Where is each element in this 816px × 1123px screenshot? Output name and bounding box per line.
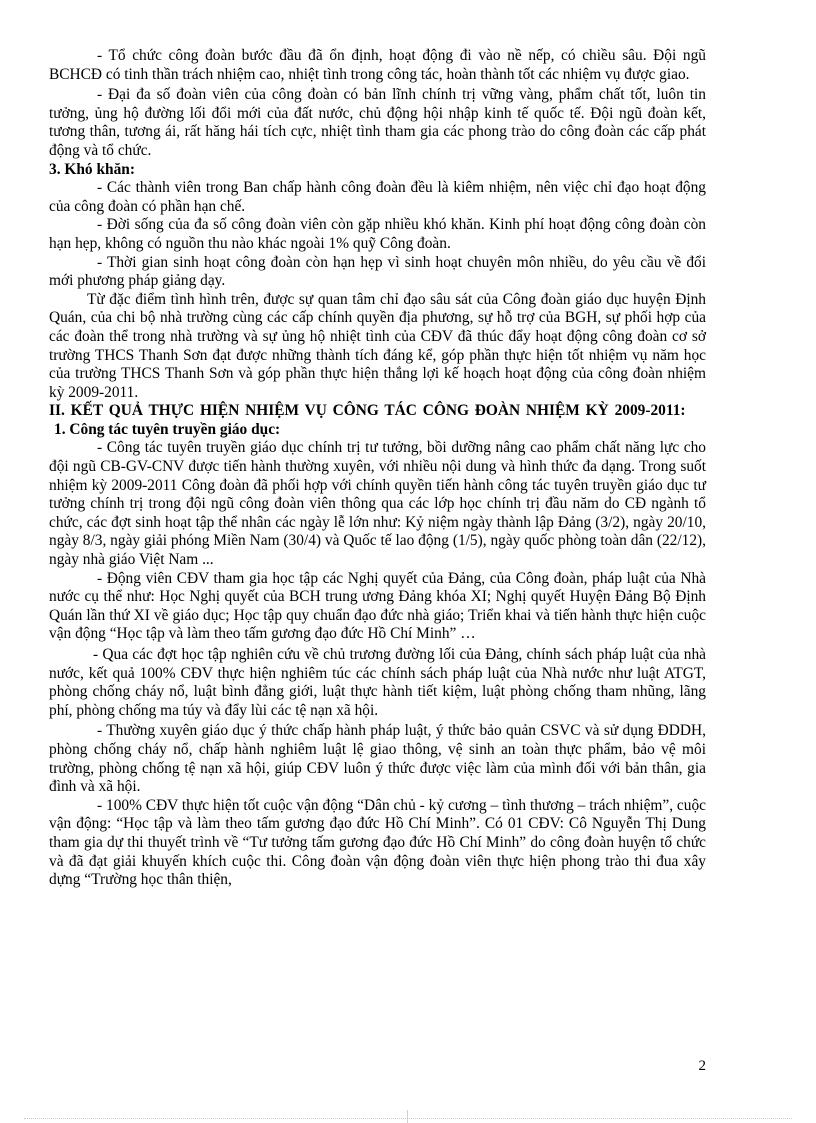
paragraph-difficulty-part-time: - Các thành viên trong Ban chấp hành công đoàn đều là kiêm nhiệm, nên việc chỉ đạo hoạt động của công đoàn có phần hạn chế. <box>49 179 706 215</box>
paragraph-law-awareness: - Thường xuyên giáo dục ý thức chấp hành pháp luật, ý thức bảo quản CSVC và sử dụng ĐDDH, phòng chống cháy nổ, chấp hành nghiêm luật lệ giao thông, vệ sinh an toàn thực phẩm, bảo vệ môi trường, phòng chống tệ nạn xã hội, giúp CĐV luôn ý thức được việc làm của mình đối với bản thân, gia đình và xã hội. <box>49 722 706 796</box>
paragraph-difficulty-time: - Thời gian sinh hoạt công đoàn còn hạn hẹp vì sinh hoạt chuyên môn nhiều, do yêu cầu về đổi mới phương pháp giảng dạy. <box>49 253 706 290</box>
heading-difficulties: 3. Khó khăn: <box>49 160 135 178</box>
heading-propaganda-education: 1. Công tác tuyên truyền giáo dục: <box>54 420 281 438</box>
paragraph-difficulty-funding: - Đời sống của đa số công đoàn viên còn gặp nhiều khó khăn. Kinh phí hoạt động công đoàn còn hạn hẹp, không có nguồn thu nào khác ngoài 1% quỹ Công đoàn. <box>49 216 706 252</box>
paragraph-study-resolutions: - Động viên CĐV tham gia học tập các Nghị quyết của Đảng, của Công đoàn, pháp luật của Nhà nước cụ thể như: Học Nghị quyết của BCH trung ương Đảng khóa XI; Nghị quyết Huyện Đảng Bộ Định Quán lần thứ XI về giáo dục; Học tập quy chuẩn đạo đức nhà giáo; Triển khai và tiến hành thực hiện cuộc vận động “Học tập và làm theo tấm gương đạo đức Hồ Chí Minh” … <box>49 569 706 643</box>
page-break-line <box>24 1118 792 1119</box>
page-break-tick <box>407 1110 408 1123</box>
paragraph-campaigns: - 100% CĐV thực hiện tốt cuộc vận động “Dân chủ - kỷ cương – tình thương – trách nhiệm”, cuộc vận động: “Học tập và làm theo tấm gương đạo đức Hồ Chí Minh”. Có 01 CĐV: Cô Nguyễn Thị Dung tham gia dự thi thuyết trình về “Tư tưởng tấm gương đạo đức Hồ Chí Minh” do công đoàn huyện tổ chức và đã đạt giải khuyến khích cuộc thi. Công đoàn vận động đoàn viên thực hiện phong trào thi đua xây dựng “Trường học thân thiện, <box>49 796 706 889</box>
paragraph-propaganda: - Công tác tuyên truyền giáo dục chính trị tư tưởng, bồi dưỡng nâng cao phẩm chất năng lực cho đội ngũ CB-GV-CNV được tiến hành thường xuyên, với nhiều nội dung và hình thức đa dạng. Trong suốt nhiệm kỳ 2009-2011 Công đoàn đã phối hợp với chính quyền tiến hành công tác tuyên truyền giáo dục tư tưởng chính trị trong đội ngũ công đoàn viên thông qua các lớp học chính trị đầu năm do CĐ ngành tổ chức, các đợt sinh hoạt tập thể nhân các ngày lễ lớn như: Kỷ niệm ngày thành lập Đảng (3/2), ngày 20/10, ngày 8/3, ngày giải phóng Miền Nam (30/4) và Quốc tế lao động (1/5), ngày quốc phòng toàn dân (22/12), ngày nhà giáo Việt Nam ... <box>49 439 706 569</box>
page-number: 2 <box>698 1058 706 1074</box>
paragraph-law-compliance: - Qua các đợt học tập nghiên cứu về chủ trương đường lối của Đảng, chính sách pháp luật của nhà nước, kết quả 100% CĐV thực hiện nghiêm túc các chính sách pháp luật của Nhà nước như luật ATGT, phòng chống cháy nổ, luật bình đẳng giới, luật thực hành tiết kiệm, luật phòng chống tham nhũng, lãng phí, phòng chống ma túy và đẩy lùi các tệ nạn xã hội. <box>49 646 706 719</box>
paragraph-org-stable: - Tổ chức công đoàn bước đầu đã ổn định, hoạt động đi vào nề nếp, có chiều sâu. Đội ngũ BCHCĐ có tinh thần trách nhiệm cao, nhiệt tình trong công tác, hoàn thành tốt các nhiệm vụ được giao. <box>49 47 706 83</box>
heading-section-results: II. KẾT QUẢ THỰC HIỆN NHIỆM VỤ CÔNG TÁC CÔNG ĐOÀN NHIỆM KỲ 2009-2011: <box>49 402 686 420</box>
paragraph-members-political: - Đại đa số đoàn viên của công đoàn có bản lĩnh chính trị vững vàng, phẩm chất tốt, luôn tin tưởng, ủng hộ đường lối đổi mới của đất nước, chủ động hội nhập kinh tế quốc tế. Đội ngũ đoàn kết, tương thân, tương ái, rất hăng hái tích cực, nhiệt tình tham gia các phong trào do công đoàn các cấp phát động và tổ chức. <box>49 86 706 159</box>
document-body <box>49 47 706 890</box>
paragraph-summary: Từ đặc điểm tình hình trên, được sự quan tâm chỉ đạo sâu sát của Công đoàn giáo dục huyện Định Quán, của chi bộ nhà trường cùng các cấp chính quyền địa phương, sự hỗ trợ của BGH, sự phối hợp của các đoàn thể trong nhà trường và sự ủng hộ nhiệt tình của CĐV đã thúc đẩy hoạt động công đoàn cơ sở trường THCS Thanh Sơn đạt được những thành tích đáng kể, góp phần thực hiện tốt nhiệm vụ năm học của trường THCS Thanh Sơn và góp phần thực hiện thắng lợi kế hoạch hoạt động của công đoàn nhiệm kỳ 2009-2011. <box>49 290 706 401</box>
